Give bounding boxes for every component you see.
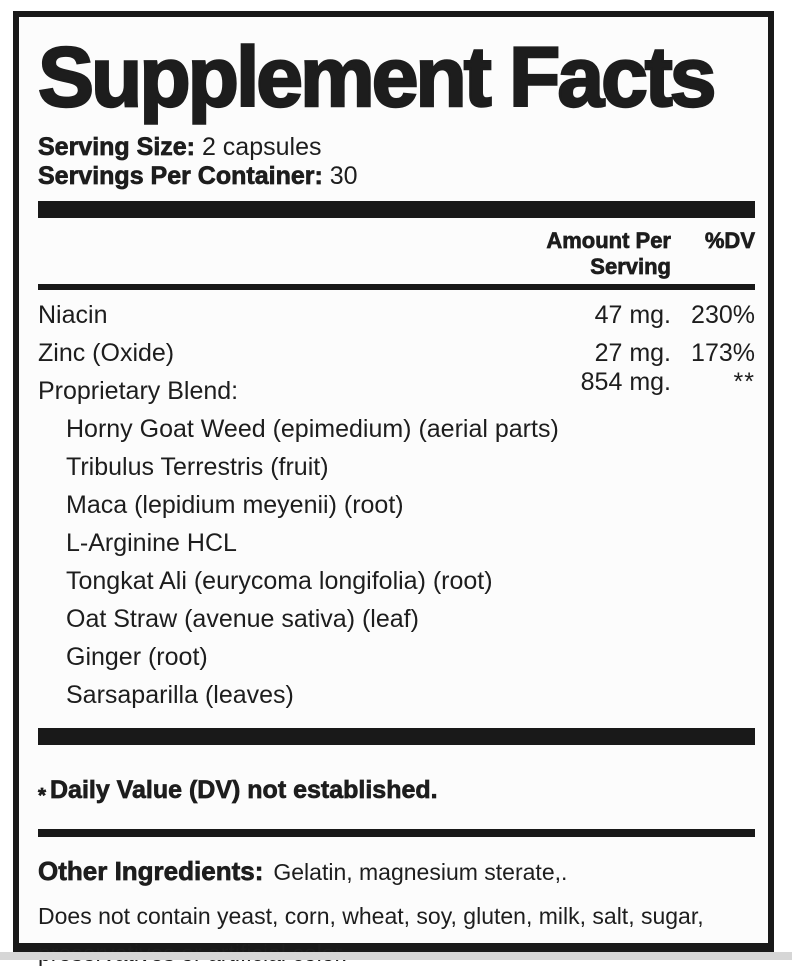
table-row xyxy=(38,368,755,410)
other-ingredients-line xyxy=(38,856,755,887)
nutrient-dv: ** xyxy=(733,368,755,396)
table-header-row xyxy=(38,228,755,280)
blend-ingredient: L-Arginine HCL xyxy=(66,529,237,557)
servings-per-container-label: Servings Per Container: xyxy=(38,162,323,190)
nutrient-table xyxy=(38,296,755,410)
nutrient-name: Niacin xyxy=(38,301,108,329)
contains-disclaimer xyxy=(38,898,755,972)
panel-title: Supplement Facts xyxy=(38,30,714,124)
blend-ingredient: Sarsaparilla (leaves) xyxy=(66,681,294,709)
blend-ingredient: Ginger (root) xyxy=(66,643,208,671)
divider-medium xyxy=(38,829,755,837)
serving-info xyxy=(38,133,755,191)
disclaimer-line-1: Does not contain yeast, corn, wheat, soy, gluten, milk, salt, sugar, xyxy=(38,903,704,929)
divider-thick-top xyxy=(38,201,755,218)
other-ingredients-value: Gelatin, magnesium sterate,. xyxy=(273,859,568,885)
amount-per-serving-header: Amount Per Serving xyxy=(546,228,671,279)
other-ingredients-label: Other Ingredients: xyxy=(38,856,264,886)
nutrient-name: Proprietary Blend: xyxy=(38,377,239,405)
divider-thin-header xyxy=(38,284,755,290)
serving-size-label: Serving Size: xyxy=(38,133,195,161)
blend-ingredient: Tribulus Terrestris (fruit) xyxy=(66,453,329,481)
nutrient-amount: 27 mg. xyxy=(594,339,671,367)
daily-value-footnote-text: Daily Value (DV) not established. xyxy=(49,776,438,804)
nutrient-amount: 47 mg. xyxy=(594,301,671,329)
nutrient-dv: 173% xyxy=(691,339,755,367)
blend-ingredient: Oat Straw (avenue sativa) (leaf) xyxy=(66,605,419,633)
blend-ingredient: Tongkat Ali (eurycoma longifolia) (root) xyxy=(66,567,493,595)
nutrient-amount: 854 mg. xyxy=(580,368,671,396)
nutrient-dv: 230% xyxy=(691,301,755,329)
divider-thick-bottom xyxy=(38,728,755,745)
daily-value-footnote xyxy=(38,776,755,806)
nutrient-name: Zinc (Oxide) xyxy=(38,339,175,367)
proprietary-blend-list xyxy=(38,410,755,714)
serving-size-value: 2 capsules xyxy=(201,133,322,161)
serving-size-line xyxy=(38,133,755,162)
dv-header: %DV xyxy=(704,228,755,253)
asterisk-icon: * xyxy=(38,784,46,807)
page-bottom-strip xyxy=(0,952,792,960)
blend-ingredient: Horny Goat Weed (epimedium) (aerial parts) xyxy=(66,415,559,443)
table-row xyxy=(38,296,755,334)
supplement-facts-panel xyxy=(13,11,774,952)
servings-per-container-line xyxy=(38,162,755,191)
blend-ingredient: Maca (lepidium meyenii) (root) xyxy=(66,491,404,519)
servings-per-container-value: 30 xyxy=(329,162,358,190)
